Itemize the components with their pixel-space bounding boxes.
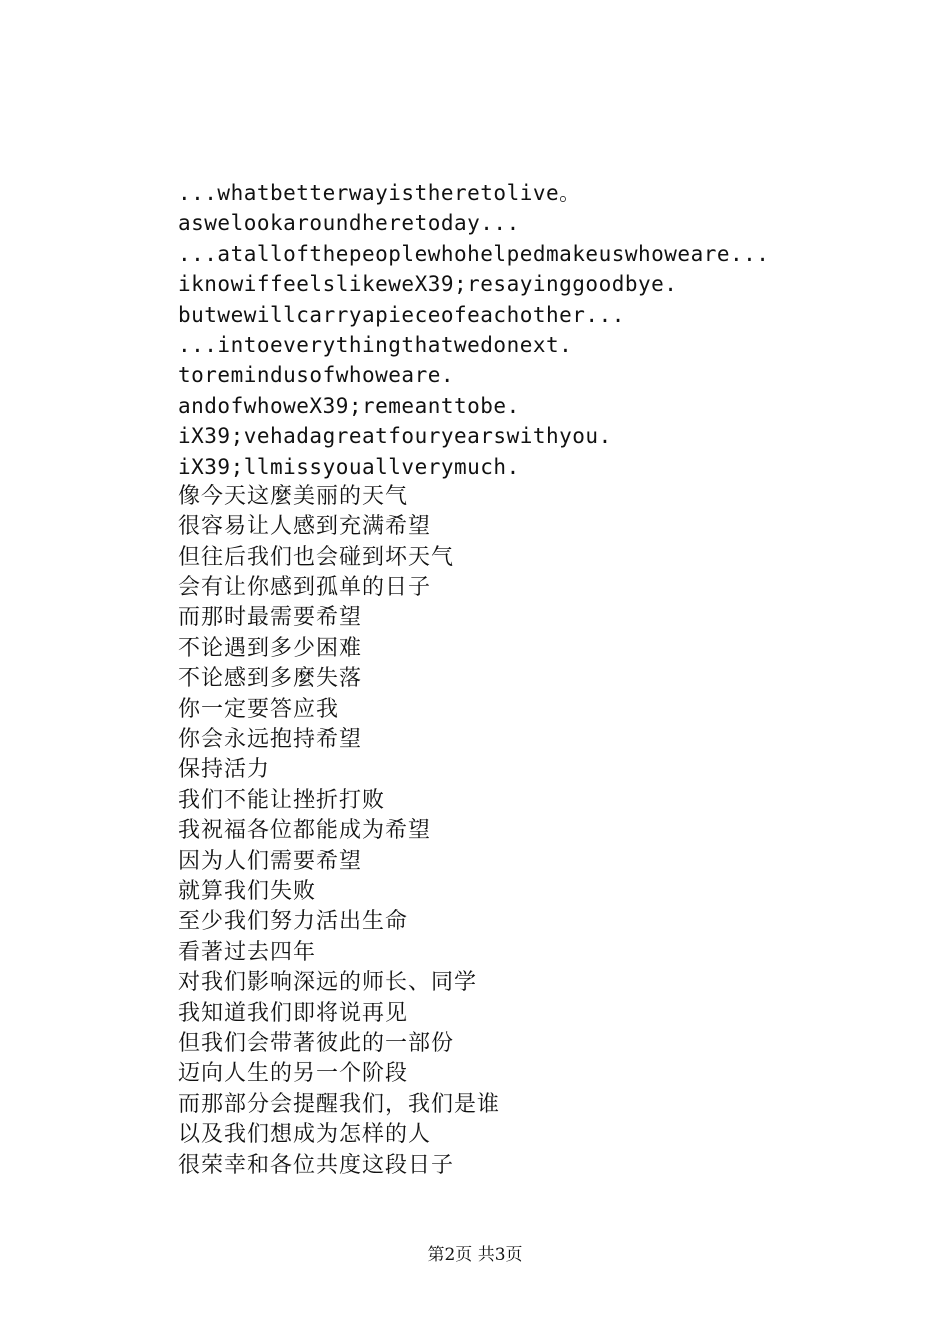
text-line: 会有让你感到孤单的日子 <box>178 575 432 601</box>
text-line: iX39;vehadagreatfouryearswithyou. <box>178 424 612 449</box>
text-line: toremindusofwhoweare. <box>178 363 455 388</box>
text-line: 以及我们想成为怎样的人 <box>178 1122 432 1148</box>
text-line: ...atallofthepeoplewhohelpedmakeuswhoweare... <box>178 241 770 266</box>
text-line: 很荣幸和各位共度这段日子 <box>178 1152 455 1178</box>
text-line: 保持活力 <box>178 757 271 783</box>
text-line: 至少我们努力活出生命 <box>178 909 409 935</box>
text-line: 但往后我们也会碰到坏天气 <box>178 544 455 570</box>
text-line: aswelookaroundheretoday... <box>178 211 520 236</box>
text-line: 对我们影响深远的师长、同学 <box>178 970 478 996</box>
document-body <box>178 178 878 1181</box>
text-line: butwewillcarryapieceofeachother... <box>178 302 625 327</box>
text-line: 像今天这麼美丽的天气 <box>178 483 409 509</box>
text-line: 就算我们失败 <box>178 878 317 904</box>
text-line: 而那部分会提醒我们，我们是谁 <box>178 1091 501 1117</box>
text-line: iX39;llmissyouallverymuch. <box>178 454 520 479</box>
text-line: 因为人们需要希望 <box>178 848 363 874</box>
text-line: ...whatbetterwayistheretolive。 <box>178 181 581 205</box>
text-line: andofwhoweX39;remeanttobe. <box>178 393 520 418</box>
text-line: 但我们会带著彼此的一部份 <box>178 1030 455 1056</box>
text-line: 迈向人生的另一个阶段 <box>178 1061 409 1087</box>
text-line: 你会永远抱持希望 <box>178 727 363 753</box>
text-line: 看著过去四年 <box>178 939 317 965</box>
text-line: 不论感到多麼失落 <box>178 666 363 692</box>
text-line: 而那时最需要希望 <box>178 605 363 631</box>
page-number-footer: 第2页 共3页 <box>427 1245 523 1265</box>
text-line: ...intoeverythingthatwedonext. <box>178 332 573 357</box>
text-line: 我祝福各位都能成为希望 <box>178 818 432 844</box>
text-line: 我们不能让挫折打败 <box>178 787 386 813</box>
text-line: iknowiffeelslikeweX39;resayinggoodbye. <box>178 272 678 297</box>
text-line: 很容易让人感到充满希望 <box>178 514 432 540</box>
text-line: 不论遇到多少困难 <box>178 635 363 661</box>
text-line: 你一定要答应我 <box>178 696 340 722</box>
text-line: 我知道我们即将说再见 <box>178 1000 409 1026</box>
